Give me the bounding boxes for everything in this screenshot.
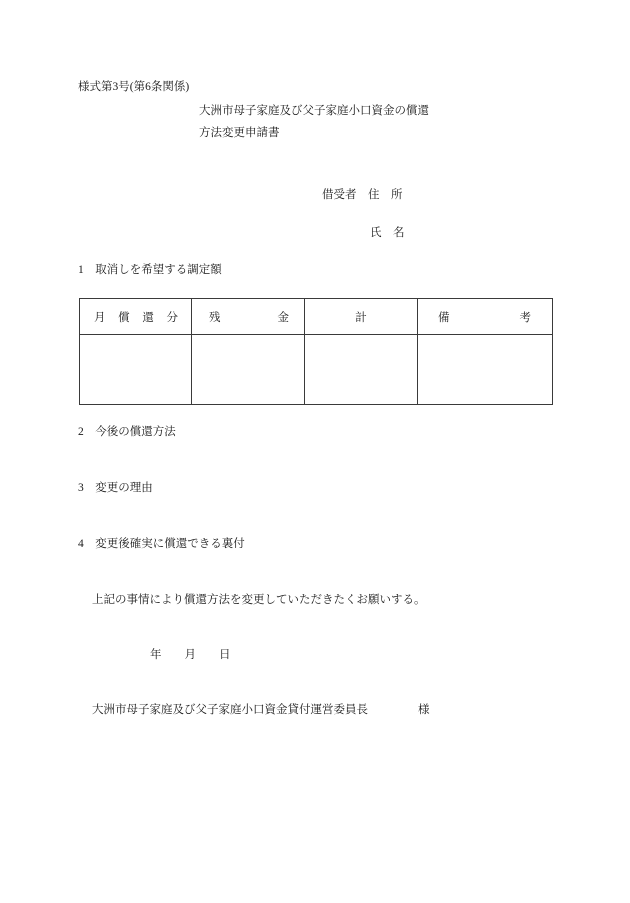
section-2-heading: 2 今後の償還方法 [78, 426, 176, 438]
table-row [80, 335, 553, 405]
header-monthly-repayment: 月 償 還 分 [80, 299, 192, 335]
table-header-row [80, 299, 553, 335]
cell-balance [192, 335, 305, 405]
section-3-heading: 3 変更の理由 [78, 482, 153, 494]
document-title-line-1: 大洲市母子家庭及び父子家庭小口資金の償還 [199, 105, 429, 117]
cell-total [305, 335, 418, 405]
request-statement: 上記の事情により償還方法を変更していただきたくお願いする。 [92, 594, 426, 606]
cell-remarks [418, 335, 553, 405]
applicant-name-label: 氏 名 [370, 227, 405, 239]
applicant-address-label: 借受者 住 所 [322, 189, 403, 201]
document-title-line-2: 方法変更申請書 [199, 127, 280, 139]
form-number: 様式第3号(第6条関係) [78, 81, 190, 93]
addressee-name: 大洲市母子家庭及び父子家庭小口資金貸付運営委員長 [92, 704, 368, 716]
header-remarks: 備 考 [418, 299, 553, 335]
section-4-heading: 4 変更後確実に償還できる裏付 [78, 538, 245, 550]
section-1-heading: 1 取消しを希望する調定額 [78, 264, 222, 276]
header-total: 計 [305, 299, 418, 335]
assessed-amount-table [79, 298, 553, 405]
addressee-honorific: 様 [418, 704, 430, 716]
date-line: 年 月 日 [150, 649, 231, 661]
cell-monthly-repayment [80, 335, 192, 405]
header-balance: 残 金 [192, 299, 305, 335]
